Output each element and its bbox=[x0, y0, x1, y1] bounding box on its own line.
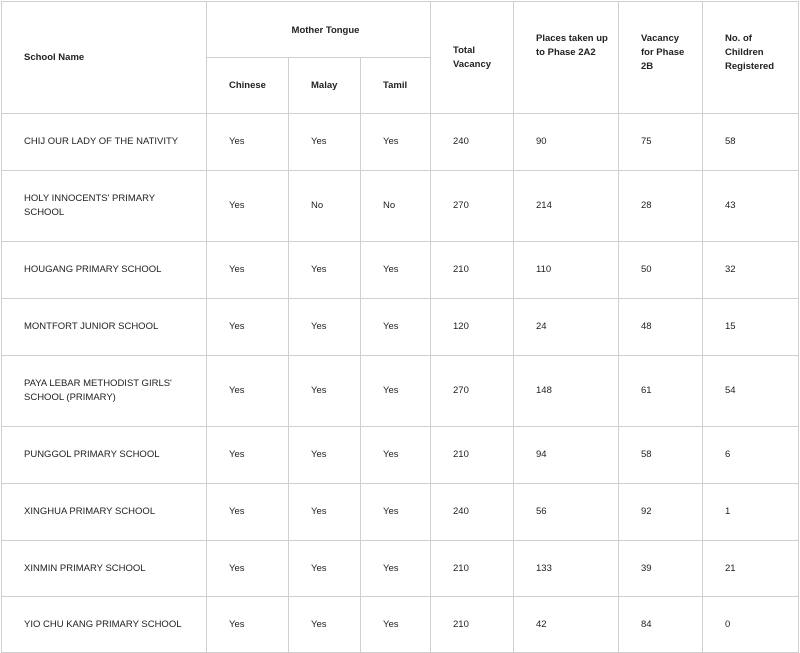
total-vacancy-cell: 210 bbox=[431, 541, 514, 597]
total-vacancy-cell: 120 bbox=[431, 299, 514, 356]
table-body bbox=[2, 114, 799, 653]
places-taken-cell: 94 bbox=[514, 427, 619, 484]
table-row bbox=[2, 356, 799, 427]
children-registered-cell: 58 bbox=[703, 114, 799, 171]
header-places-taken: Places taken up to Phase 2A2 bbox=[514, 2, 619, 114]
header-total-vacancy: Total Vacancy bbox=[431, 2, 514, 114]
header-row bbox=[2, 2, 799, 58]
malay-cell: Yes bbox=[289, 299, 361, 356]
school-name-cell: HOUGANG PRIMARY SCHOOL bbox=[2, 242, 207, 299]
header-tamil: Tamil bbox=[361, 58, 431, 114]
places-taken-cell: 42 bbox=[514, 597, 619, 653]
table-row bbox=[2, 299, 799, 356]
places-taken-cell: 214 bbox=[514, 171, 619, 242]
header-school-name: School Name bbox=[2, 2, 207, 114]
tamil-cell: Yes bbox=[361, 541, 431, 597]
header-vacancy-phase-2b: Vacancy for Phase 2B bbox=[619, 2, 703, 114]
school-name-cell: XINGHUA PRIMARY SCHOOL bbox=[2, 484, 207, 541]
tamil-cell: Yes bbox=[361, 597, 431, 653]
tamil-cell: No bbox=[361, 171, 431, 242]
total-vacancy-cell: 210 bbox=[431, 427, 514, 484]
table-row bbox=[2, 242, 799, 299]
table-row bbox=[2, 597, 799, 653]
vacancy-phase-2b-cell: 39 bbox=[619, 541, 703, 597]
total-vacancy-cell: 270 bbox=[431, 356, 514, 427]
children-registered-cell: 32 bbox=[703, 242, 799, 299]
school-name-cell: CHIJ OUR LADY OF THE NATIVITY bbox=[2, 114, 207, 171]
vacancy-phase-2b-cell: 61 bbox=[619, 356, 703, 427]
chinese-cell: Yes bbox=[207, 541, 289, 597]
school-name-cell: YIO CHU KANG PRIMARY SCHOOL bbox=[2, 597, 207, 653]
tamil-cell: Yes bbox=[361, 299, 431, 356]
school-name-cell: PAYA LEBAR METHODIST GIRLS' SCHOOL (PRIMARY) bbox=[2, 356, 207, 427]
table-row bbox=[2, 541, 799, 597]
vacancy-phase-2b-cell: 50 bbox=[619, 242, 703, 299]
malay-cell: Yes bbox=[289, 484, 361, 541]
header-mother-tongue: Mother Tongue bbox=[207, 2, 431, 58]
header-chinese: Chinese bbox=[207, 58, 289, 114]
chinese-cell: Yes bbox=[207, 242, 289, 299]
malay-cell: Yes bbox=[289, 541, 361, 597]
children-registered-cell: 54 bbox=[703, 356, 799, 427]
school-name-cell: PUNGGOL PRIMARY SCHOOL bbox=[2, 427, 207, 484]
vacancy-phase-2b-cell: 84 bbox=[619, 597, 703, 653]
school-name-cell: XINMIN PRIMARY SCHOOL bbox=[2, 541, 207, 597]
places-taken-cell: 133 bbox=[514, 541, 619, 597]
school-name-cell: HOLY INNOCENTS' PRIMARY SCHOOL bbox=[2, 171, 207, 242]
vacancy-phase-2b-cell: 92 bbox=[619, 484, 703, 541]
places-taken-cell: 110 bbox=[514, 242, 619, 299]
total-vacancy-cell: 270 bbox=[431, 171, 514, 242]
children-registered-cell: 0 bbox=[703, 597, 799, 653]
vacancy-phase-2b-cell: 75 bbox=[619, 114, 703, 171]
malay-cell: Yes bbox=[289, 427, 361, 484]
tamil-cell: Yes bbox=[361, 114, 431, 171]
header-malay: Malay bbox=[289, 58, 361, 114]
school-vacancy-table bbox=[1, 1, 799, 653]
chinese-cell: Yes bbox=[207, 356, 289, 427]
tamil-cell: Yes bbox=[361, 242, 431, 299]
malay-cell: Yes bbox=[289, 356, 361, 427]
malay-cell: Yes bbox=[289, 597, 361, 653]
places-taken-cell: 56 bbox=[514, 484, 619, 541]
vacancy-phase-2b-cell: 58 bbox=[619, 427, 703, 484]
chinese-cell: Yes bbox=[207, 597, 289, 653]
total-vacancy-cell: 210 bbox=[431, 597, 514, 653]
school-name-cell: MONTFORT JUNIOR SCHOOL bbox=[2, 299, 207, 356]
children-registered-cell: 21 bbox=[703, 541, 799, 597]
tamil-cell: Yes bbox=[361, 356, 431, 427]
table-row bbox=[2, 427, 799, 484]
total-vacancy-cell: 240 bbox=[431, 114, 514, 171]
table-row bbox=[2, 114, 799, 171]
tamil-cell: Yes bbox=[361, 427, 431, 484]
chinese-cell: Yes bbox=[207, 299, 289, 356]
children-registered-cell: 15 bbox=[703, 299, 799, 356]
children-registered-cell: 1 bbox=[703, 484, 799, 541]
chinese-cell: Yes bbox=[207, 484, 289, 541]
chinese-cell: Yes bbox=[207, 114, 289, 171]
tamil-cell: Yes bbox=[361, 484, 431, 541]
chinese-cell: Yes bbox=[207, 427, 289, 484]
chinese-cell: Yes bbox=[207, 171, 289, 242]
places-taken-cell: 90 bbox=[514, 114, 619, 171]
places-taken-cell: 148 bbox=[514, 356, 619, 427]
malay-cell: No bbox=[289, 171, 361, 242]
vacancy-phase-2b-cell: 48 bbox=[619, 299, 703, 356]
vacancy-phase-2b-cell: 28 bbox=[619, 171, 703, 242]
table-row bbox=[2, 484, 799, 541]
malay-cell: Yes bbox=[289, 114, 361, 171]
table-row bbox=[2, 171, 799, 242]
children-registered-cell: 43 bbox=[703, 171, 799, 242]
total-vacancy-cell: 240 bbox=[431, 484, 514, 541]
header-children-registered: No. of Children Registered bbox=[703, 2, 799, 114]
places-taken-cell: 24 bbox=[514, 299, 619, 356]
malay-cell: Yes bbox=[289, 242, 361, 299]
total-vacancy-cell: 210 bbox=[431, 242, 514, 299]
children-registered-cell: 6 bbox=[703, 427, 799, 484]
